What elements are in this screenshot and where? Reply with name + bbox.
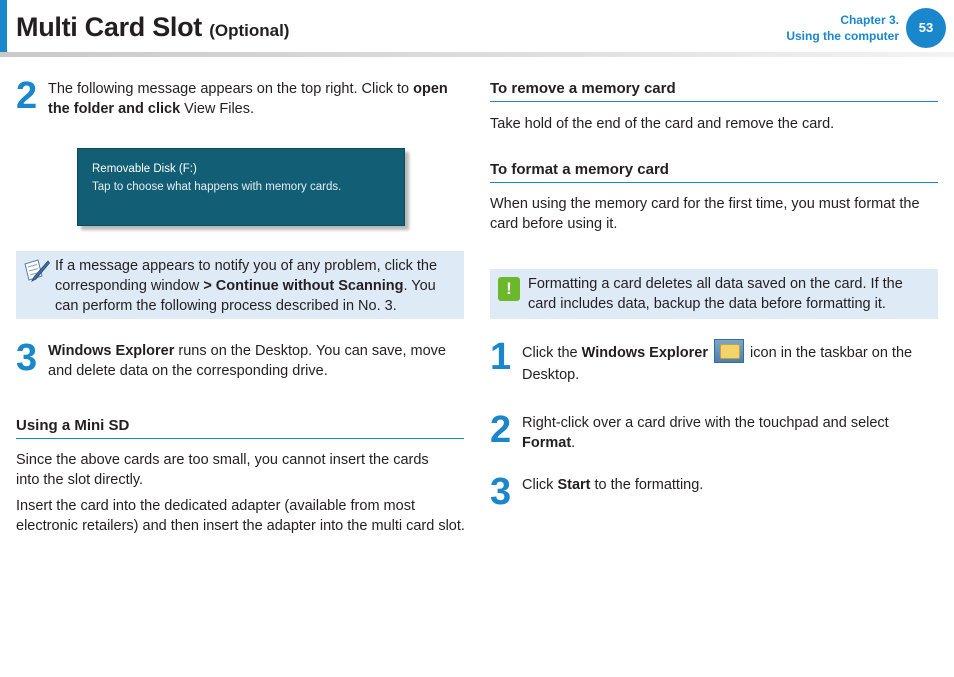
step-3-text-part: runs on the Desktop. You can save, move and delete data on the corresponding drive.	[48, 343, 447, 379]
header-accent-bar	[0, 0, 7, 52]
step-3-bold: Windows Explorer	[48, 343, 175, 359]
remove-card-heading: To remove a memory card	[490, 79, 938, 102]
chapter-number: Chapter 3.	[840, 13, 899, 27]
format-card-heading: To format a memory card	[490, 160, 938, 183]
chapter-name: Using the computer	[786, 29, 899, 43]
note-pencil-icon	[22, 258, 50, 284]
remove-card-text: Take hold of the end of the card and remove the card.	[490, 116, 835, 132]
format-step-3-number: 3	[490, 471, 512, 513]
step-2-text-part: The following message appears on the top right. Click to	[48, 81, 414, 97]
format-step-2-bold: Format	[522, 435, 572, 451]
chapter-label	[786, 12, 899, 44]
format-step-3-bold: Start	[557, 477, 591, 493]
page-title-suffix: (Optional)	[209, 21, 290, 40]
header-divider	[0, 52, 954, 57]
step-2-text-part: View Files.	[180, 101, 255, 117]
windows-explorer-icon	[714, 339, 744, 363]
removable-disk-notification[interactable]	[77, 148, 405, 226]
page-number-badge: 53	[906, 8, 946, 48]
format-step-2-text	[522, 413, 932, 453]
step-2-bold: open the folder and click	[48, 81, 448, 117]
format-step-2-number: 2	[490, 409, 512, 451]
step-3-text	[48, 341, 466, 381]
format-step-2-text-part: Right-click over a card drive with the touchpad and select	[522, 415, 889, 431]
mini-sd-paragraph-2: Insert the card into the dedicated adapter (available from most electronic retailers) and then insert the adapter into the multi card slot.	[16, 498, 465, 534]
format-step-3-text-part: to the formatting.	[590, 477, 704, 493]
format-step-3-text-part: Click	[522, 477, 558, 493]
folder-icon	[720, 344, 740, 359]
format-step-2-text-part: .	[571, 435, 576, 451]
format-step-1-text	[522, 339, 932, 386]
notification-body: Tap to choose what happens with memory cards.	[92, 181, 342, 193]
note-text	[55, 256, 457, 316]
step-2-text	[48, 79, 463, 119]
page-title-text: Multi Card Slot	[16, 12, 202, 42]
mini-sd-paragraph-1: Since the above cards are too small, you cannot insert the cards into the slot directly.	[16, 452, 429, 488]
page-title	[16, 10, 289, 48]
format-step-1-bold: Windows Explorer	[581, 345, 708, 361]
note-bold: > Continue without Scanning	[203, 278, 404, 294]
notification-title: Removable Disk (F:)	[92, 163, 197, 175]
format-step-3-text	[522, 475, 932, 495]
step-3-number: 3	[16, 337, 38, 379]
mini-sd-heading: Using a Mini SD	[16, 416, 464, 439]
step-2-number: 2	[16, 75, 38, 117]
format-step-1-text-part: icon in the taskbar on the Desktop.	[522, 345, 913, 383]
format-card-text: When using the memory card for the first time, you must format the card before using it.	[490, 196, 920, 232]
format-step-1-text-part: Click the	[522, 345, 582, 361]
note-text-part: . You can perform the following process described in No. 3.	[55, 278, 436, 314]
format-step-1-number: 1	[490, 336, 512, 378]
warning-icon: !	[498, 277, 520, 301]
note-text-part: If a message appears to notify you of any problem, click the corresponding window	[55, 258, 438, 294]
warning-text: Formatting a card deletes all data saved on the card. If the card includes data, backup the data before formatting it.	[528, 276, 903, 312]
